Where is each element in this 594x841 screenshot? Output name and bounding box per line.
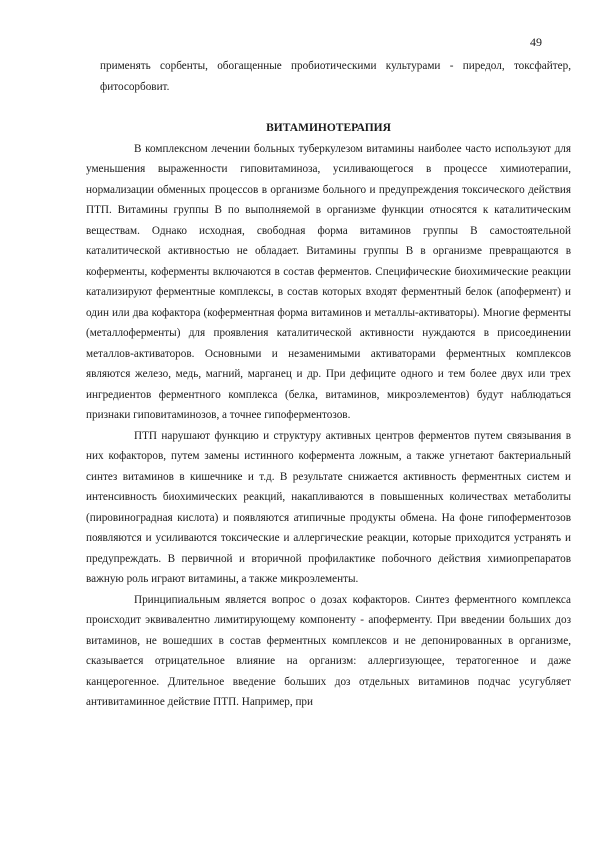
page-body xyxy=(86,56,571,713)
section-heading: ВИТАМИНОТЕРАПИЯ xyxy=(266,122,391,134)
page-number: 49 xyxy=(530,35,542,49)
body-paragraph-3: Принципиальным является вопрос о дозах кофакторов. Синтез ферментного комплекса происходит эквивалентно лимитирующему компоненту - апоферменту. При введении больших доз витаминов, не вошедших в состав ферментных комплексов и не депонированных в организме, сказывается отрицательное влияние на организм: аллергизующее, тератогенное и даже канцерогенное. Длительное введение больших доз отдельных витаминов подчас усугубляет антивитаминное действие ПТП. Например, при xyxy=(86,593,571,708)
body-paragraph-1: В комплексном лечении больных туберкулезом витамины наиболее часто используют для уменьшения выраженности гиповитаминоза, усиливающегося в процессе химиотерапии, нормализации обменных процессов в организме больного и предупреждения токсического действия ПТП. Витамины группы В по выполняемой в организме функции относятся к каталитическим веществам. Однако исходная, свободная форма витаминов группы В самостоятельной каталитической активностью не обладает. Витамины группы В в организме превращаются в коферменты, коферменты включаются в состав ферментов. Специфические биохимические реакции катализируют ферментные комплексы, в состав которых входят ферментный белок (апофермент) и один или два кофактора (коферментная форма витаминов и металлы-активаторы). Многие ферменты (металлоферменты) для проявления каталитической активности нуждаются в присоединении металлов-активаторов. Основными и незаменимыми активаторами ферментных комплексов являются железо, медь, магний, марганец и др. При дефиците одного и тем более двух или трех ингредиентов ферментного комплекса (белка, витаминов, микроэлементов) будут наблюдаться признаки гиповитаминозов, а точнее гипоферментозов. xyxy=(86,142,571,421)
intro-paragraph: применять сорбенты, обогащенные пробиотическими культурами - пиредол, токсфайтер, фитосорбовит. xyxy=(100,60,571,93)
body-paragraph-2: ПТП нарушают функцию и структуру активных центров ферментов путем связывания в них кофакторов, путем замены истинного кофермента ложным, а также угнетают бактериальный синтез витаминов в кишечнике и т.д. В результате снижается активность ферментных систем и интенсивность биохимических реакций, накапливаются в повышенных количествах метаболиты (пировиноградная кислота) и появляются атипичные продукты обмена. На фоне гипоферментозов появляются и усиливаются токсические и аллергические реакции, которые приходится устранять и предупреждать. В первичной и вторичной профилактике побочного действия химиопрепаратов важную роль играют витамины, а также микроэлементы. xyxy=(86,429,571,585)
